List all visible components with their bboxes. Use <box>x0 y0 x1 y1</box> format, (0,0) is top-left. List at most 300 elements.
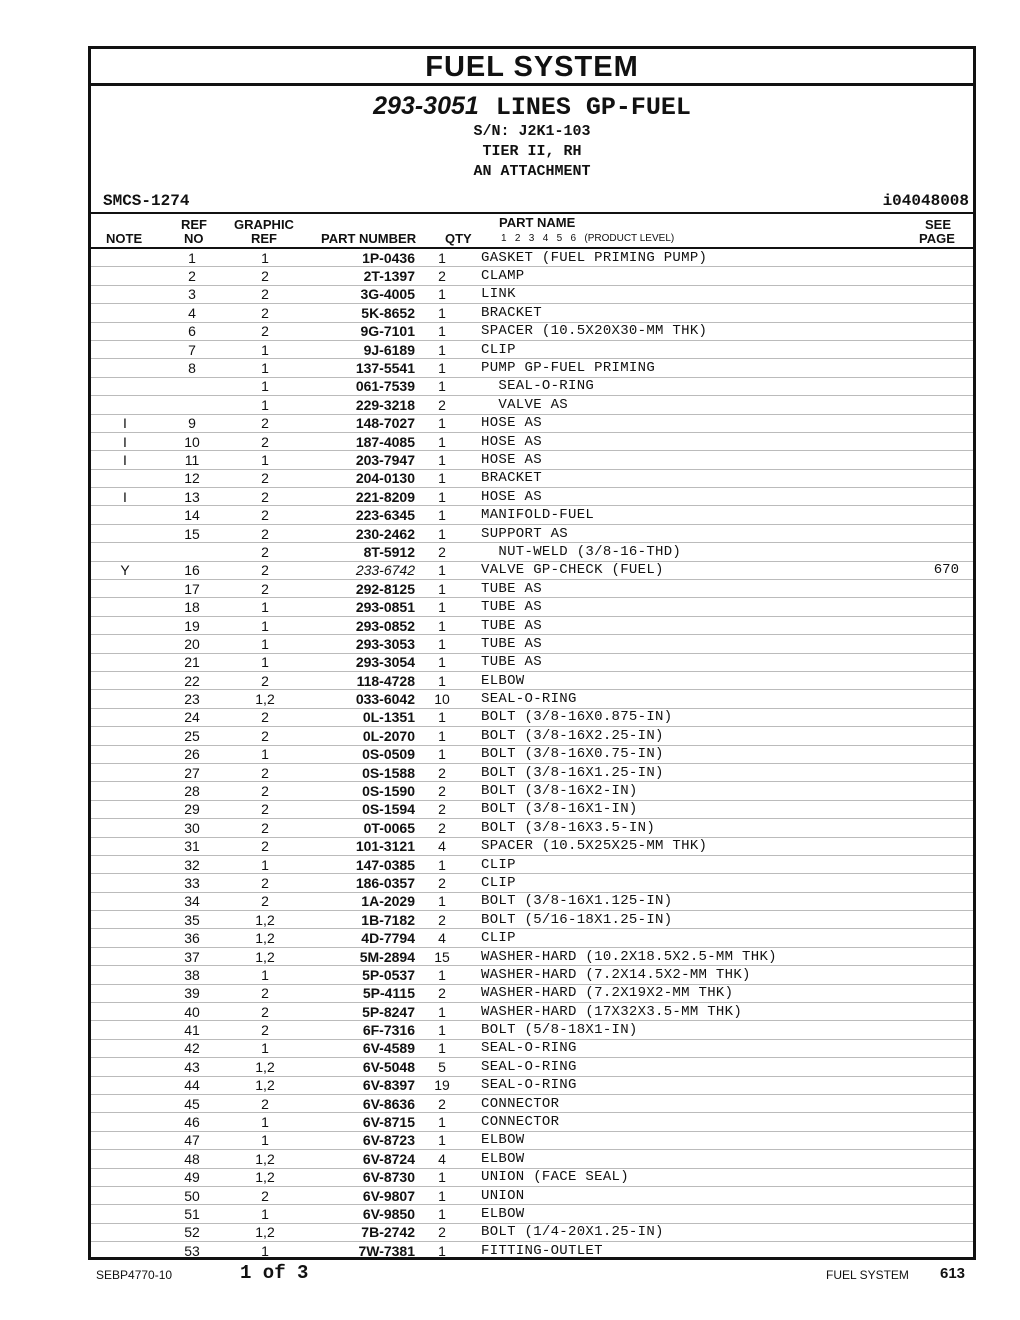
table-row <box>91 304 973 322</box>
see-page-cell: 670 <box>859 561 973 579</box>
part-name-cell: ELBOW <box>467 671 859 689</box>
note-cell <box>91 524 159 542</box>
note-cell <box>91 855 159 873</box>
part-number-cell: 4D-7794 <box>305 929 417 947</box>
ref-no-cell: 30 <box>159 819 225 837</box>
ref-no-cell: 13 <box>159 488 225 506</box>
part-name-cell: TUBE AS <box>467 598 859 616</box>
part-name-cell: WASHER-HARD (7.2X19X2-MM THK) <box>467 984 859 1002</box>
see-page-cell <box>859 800 973 818</box>
table-row <box>91 524 973 542</box>
note-cell <box>91 322 159 340</box>
graphic-ref-cell: 1 <box>225 745 305 763</box>
col-qty: QTY <box>445 231 472 246</box>
table-row <box>91 359 973 377</box>
part-name-cell: BOLT (3/8-16X0.75-IN) <box>467 745 859 763</box>
qty-cell: 1 <box>417 1205 467 1223</box>
see-page-cell <box>859 653 973 671</box>
ref-no-cell: 27 <box>159 763 225 781</box>
note-cell <box>91 653 159 671</box>
qty-cell: 1 <box>438 1242 446 1259</box>
ref-no-cell: 47 <box>159 1131 225 1149</box>
note-cell <box>91 837 159 855</box>
note-cell <box>91 543 159 561</box>
part-number-cell: 9G-7101 <box>305 322 417 340</box>
ref-no-cell: 29 <box>159 800 225 818</box>
part-number-cell: 0S-1588 <box>305 763 417 781</box>
part-name-cell: HOSE AS <box>467 488 859 506</box>
graphic-ref-cell: 2 <box>225 322 305 340</box>
part-name-cell: BOLT (3/8-16X1-IN) <box>467 800 859 818</box>
note-cell <box>91 892 159 910</box>
see-page-cell <box>859 340 973 358</box>
part-number-cell: 7W-7381 <box>358 1242 415 1259</box>
qty-cell: 1 <box>417 671 467 689</box>
qty-cell: 4 <box>417 837 467 855</box>
part-number-cell: 0S-1590 <box>305 782 417 800</box>
see-page-cell <box>859 1131 973 1149</box>
qty-cell: 1 <box>417 580 467 598</box>
ref-no-cell: 22 <box>159 671 225 689</box>
qty-cell: 2 <box>417 543 467 561</box>
note-cell: I <box>91 414 159 432</box>
note-cell <box>91 690 159 708</box>
see-page-cell <box>859 708 973 726</box>
part-name-cell: UNION (FACE SEAL) <box>467 1168 859 1186</box>
graphic-ref-cell: 2 <box>225 580 305 598</box>
qty-cell: 1 <box>417 892 467 910</box>
graphic-ref-cell: 2 <box>225 543 305 561</box>
table-row <box>91 1242 973 1260</box>
see-page-cell <box>859 359 973 377</box>
see-page-cell <box>859 524 973 542</box>
part-name-cell: BOLT (3/8-16X2-IN) <box>467 782 859 800</box>
ref-no-cell: 21 <box>159 653 225 671</box>
section-title: FUEL SYSTEM <box>91 49 973 86</box>
col-part-name: PART NAME <box>499 215 576 230</box>
note-cell <box>91 635 159 653</box>
part-number-cell: 223-6345 <box>305 506 417 524</box>
qty-cell: 19 <box>417 1076 467 1094</box>
part-name-cell: WASHER-HARD (17X32X3.5-MM THK) <box>467 1003 859 1021</box>
part-name-cell: SEAL-O-RING <box>467 1076 859 1094</box>
part-number-cell: 6V-9807 <box>305 1186 417 1204</box>
table-row <box>91 782 973 800</box>
graphic-ref-cell: 1,2 <box>225 1168 305 1186</box>
note-cell: I <box>91 432 159 450</box>
qty-cell: 2 <box>417 819 467 837</box>
ref-no-cell: 1 <box>159 249 225 267</box>
see-page-cell <box>859 267 973 285</box>
qty-cell: 2 <box>417 1223 467 1241</box>
part-number-cell: 0L-1351 <box>305 708 417 726</box>
part-number-cell: 5P-0537 <box>305 966 417 984</box>
note-cell <box>91 506 159 524</box>
qty-cell: 1 <box>417 745 467 763</box>
part-name-cell: SEAL-O-RING <box>467 1058 859 1076</box>
table-row <box>91 1003 973 1021</box>
part-name-cell: SEAL-O-RING <box>467 377 859 395</box>
parts-table <box>91 249 973 1259</box>
ref-no-cell: 3 <box>159 285 225 303</box>
ref-no-cell <box>159 396 225 414</box>
col-graphic-bottom: REF <box>251 231 277 246</box>
see-page-cell <box>859 285 973 303</box>
note-cell: I <box>91 451 159 469</box>
see-page-cell <box>859 377 973 395</box>
graphic-ref-cell: 1 <box>225 855 305 873</box>
see-page-cell <box>859 1150 973 1168</box>
table-row <box>91 911 973 929</box>
col-graphic-top: GRAPHIC <box>234 217 294 232</box>
graphic-ref-cell: 1,2 <box>225 690 305 708</box>
part-name-cell: BOLT (5/8-18X1-IN) <box>467 1021 859 1039</box>
graphic-ref-cell: 1 <box>225 635 305 653</box>
ref-no-cell: 7 <box>159 340 225 358</box>
part-number-cell: 2T-1397 <box>305 267 417 285</box>
table-row <box>91 966 973 984</box>
qty-cell: 1 <box>417 561 467 579</box>
see-page-cell <box>859 690 973 708</box>
qty-cell: 4 <box>417 1150 467 1168</box>
table-row <box>91 1094 973 1112</box>
part-name-cell: HOSE AS <box>467 451 859 469</box>
note-cell <box>91 249 159 267</box>
qty-cell: 1 <box>417 855 467 873</box>
see-page-cell <box>859 782 973 800</box>
qty-cell: 1 <box>417 1039 467 1057</box>
ref-no-cell: 37 <box>159 947 225 965</box>
ref-no-cell: 46 <box>159 1113 225 1131</box>
table-row <box>91 561 973 579</box>
qty-cell: 1 <box>417 285 467 303</box>
part-number-cell: 186-0357 <box>305 874 417 892</box>
part-name-cell: BOLT (1/4-20X1.25-IN) <box>467 1223 859 1241</box>
ref-no-cell: 8 <box>159 359 225 377</box>
part-name-cell: LINK <box>467 285 859 303</box>
ref-no-cell: 39 <box>159 984 225 1002</box>
part-name-cell: ELBOW <box>467 1150 859 1168</box>
ref-no-cell: 10 <box>159 432 225 450</box>
qty-cell: 2 <box>417 984 467 1002</box>
graphic-ref-cell: 2 <box>225 727 305 745</box>
see-page-cell <box>859 1094 973 1112</box>
note-cell <box>91 819 159 837</box>
see-page-cell <box>859 911 973 929</box>
qty-cell: 1 <box>417 1003 467 1021</box>
page-number: 613 <box>940 1265 966 1282</box>
graphic-ref-cell: 2 <box>225 488 305 506</box>
note-cell <box>91 984 159 1002</box>
table-row <box>91 1113 973 1131</box>
graphic-ref-cell: 1 <box>225 598 305 616</box>
table-row <box>91 451 973 469</box>
group-title <box>91 92 973 122</box>
part-name-cell: VALVE AS <box>467 396 859 414</box>
col-see-top: SEE <box>925 217 952 232</box>
part-number-cell: 230-2462 <box>305 524 417 542</box>
graphic-ref-cell: 1 <box>225 1113 305 1131</box>
part-number-cell: 1A-2029 <box>305 892 417 910</box>
ref-no-cell: 50 <box>159 1186 225 1204</box>
graphic-ref-cell: 2 <box>225 1003 305 1021</box>
part-number-cell: 5M-2894 <box>305 947 417 965</box>
see-page-cell <box>859 1058 973 1076</box>
see-page-cell <box>859 1076 973 1094</box>
see-page-cell <box>859 1223 973 1241</box>
table-row <box>91 322 973 340</box>
part-number-cell: 221-8209 <box>305 488 417 506</box>
see-page-cell <box>859 543 973 561</box>
graphic-ref-cell: 2 <box>225 267 305 285</box>
ref-no-cell: 53 <box>184 1242 200 1259</box>
note-cell <box>91 1205 159 1223</box>
qty-cell: 1 <box>417 414 467 432</box>
part-number-cell: 292-8125 <box>305 580 417 598</box>
part-number-cell: 187-4085 <box>305 432 417 450</box>
part-number-cell: 293-3054 <box>305 653 417 671</box>
part-number-cell: 9J-6189 <box>305 340 417 358</box>
ref-no-cell: 12 <box>159 469 225 487</box>
table-row <box>91 874 973 892</box>
ref-no-cell: 45 <box>159 1094 225 1112</box>
part-number-cell: 229-3218 <box>305 396 417 414</box>
note-cell <box>91 671 159 689</box>
ref-no-cell: 14 <box>159 506 225 524</box>
see-page-cell <box>859 892 973 910</box>
ref-no-cell: 11 <box>159 451 225 469</box>
ref-no-cell: 31 <box>159 837 225 855</box>
ref-no-cell: 43 <box>159 1058 225 1076</box>
part-name-cell: GASKET (FUEL PRIMING PUMP) <box>467 249 859 267</box>
part-number-cell: 061-7539 <box>305 377 417 395</box>
qty-cell: 1 <box>417 966 467 984</box>
ref-no-cell: 18 <box>159 598 225 616</box>
qty-cell: 1 <box>417 359 467 377</box>
graphic-ref-cell: 2 <box>225 763 305 781</box>
part-number-cell: 1B-7182 <box>305 911 417 929</box>
see-page-cell <box>859 1242 973 1260</box>
table-row <box>91 855 973 873</box>
graphic-ref-cell: 2 <box>225 285 305 303</box>
graphic-ref-cell: 2 <box>225 819 305 837</box>
table-row <box>91 543 973 561</box>
graphic-ref-cell: 1 <box>225 396 305 414</box>
qty-cell: 1 <box>417 1131 467 1149</box>
qty-cell: 1 <box>417 304 467 322</box>
note-cell <box>91 359 159 377</box>
table-header <box>91 212 973 249</box>
part-name-cell: BOLT (3/8-16X1.25-IN) <box>467 763 859 781</box>
part-number-cell: 118-4728 <box>305 671 417 689</box>
qty-cell: 1 <box>417 377 467 395</box>
note-cell <box>91 1131 159 1149</box>
part-name-cell: CLIP <box>467 340 859 358</box>
part-number-cell: 293-3053 <box>305 635 417 653</box>
part-number-cell: 1P-0436 <box>305 249 417 267</box>
ref-no-cell: 35 <box>159 911 225 929</box>
note-cell <box>91 1076 159 1094</box>
see-page-cell <box>859 966 973 984</box>
qty-cell: 1 <box>417 727 467 745</box>
graphic-ref-cell: 2 <box>225 1094 305 1112</box>
note-cell <box>91 1039 159 1057</box>
part-number-cell: 6V-8715 <box>305 1113 417 1131</box>
note-cell <box>91 1021 159 1039</box>
part-name-cell: SEAL-O-RING <box>467 1039 859 1057</box>
qty-cell: 1 <box>417 653 467 671</box>
table-row <box>91 984 973 1002</box>
graphic-ref-cell: 2 <box>225 561 305 579</box>
see-page-cell <box>859 763 973 781</box>
group-part-number: 293-3051 <box>373 92 479 120</box>
ref-no-cell: 6 <box>159 322 225 340</box>
part-number-cell: 5P-8247 <box>305 1003 417 1021</box>
table-row <box>91 819 973 837</box>
table-row <box>91 727 973 745</box>
table-row <box>91 1168 973 1186</box>
qty-cell: 1 <box>417 524 467 542</box>
see-page-cell <box>859 947 973 965</box>
part-number-cell: 7B-2742 <box>305 1223 417 1241</box>
table-row <box>91 1021 973 1039</box>
note-cell <box>91 1150 159 1168</box>
qty-cell: 1 <box>417 1021 467 1039</box>
ref-no-cell: 2 <box>159 267 225 285</box>
part-name-cell: TUBE AS <box>467 635 859 653</box>
part-number-cell: 101-3121 <box>305 837 417 855</box>
see-page-cell <box>859 1168 973 1186</box>
note-cell <box>91 616 159 634</box>
ref-no-cell: 24 <box>159 708 225 726</box>
ref-no-cell: 41 <box>159 1021 225 1039</box>
table-row <box>91 267 973 285</box>
see-page-cell <box>859 635 973 653</box>
part-name-cell: BRACKET <box>467 469 859 487</box>
part-number-cell: 0S-1594 <box>305 800 417 818</box>
see-page-cell <box>859 1021 973 1039</box>
graphic-ref-cell: 2 <box>225 782 305 800</box>
note-cell <box>91 1186 159 1204</box>
qty-cell: 2 <box>417 267 467 285</box>
ref-no-cell: 28 <box>159 782 225 800</box>
table-row <box>91 506 973 524</box>
part-name-cell: FITTING-OUTLET <box>481 1242 603 1259</box>
part-number-cell: 5P-4115 <box>305 984 417 1002</box>
table-row <box>91 396 973 414</box>
note-cell <box>91 598 159 616</box>
table-row <box>91 1186 973 1204</box>
see-page-cell <box>859 874 973 892</box>
part-name-cell: BRACKET <box>467 304 859 322</box>
ref-no-cell: 52 <box>159 1223 225 1241</box>
qty-cell: 1 <box>417 249 467 267</box>
part-name-cell: ELBOW <box>467 1131 859 1149</box>
qty-cell: 2 <box>417 763 467 781</box>
qty-cell: 2 <box>417 396 467 414</box>
see-page-cell <box>859 506 973 524</box>
ref-no-cell: 34 <box>159 892 225 910</box>
table-row <box>91 285 973 303</box>
graphic-ref-cell: 2 <box>225 874 305 892</box>
tier-line: TIER II, RH <box>482 143 582 160</box>
part-number-cell: 293-0852 <box>305 616 417 634</box>
see-page-cell <box>859 322 973 340</box>
see-page-cell <box>859 469 973 487</box>
qty-cell: 1 <box>417 1186 467 1204</box>
note-cell <box>91 947 159 965</box>
see-page-cell <box>859 488 973 506</box>
part-number-cell: 203-7947 <box>305 451 417 469</box>
ref-no-cell: 15 <box>159 524 225 542</box>
part-name-cell: CLIP <box>467 929 859 947</box>
qty-cell: 15 <box>417 947 467 965</box>
qty-cell: 1 <box>417 432 467 450</box>
attachment-line: AN ATTACHMENT <box>473 163 591 180</box>
table-row <box>91 635 973 653</box>
see-page-cell <box>859 819 973 837</box>
part-number-cell: 233-6742 <box>305 561 417 579</box>
part-name-cell: WASHER-HARD (7.2X14.5X2-MM THK) <box>467 966 859 984</box>
qty-cell: 1 <box>417 635 467 653</box>
part-name-cell: BOLT (5/16-18X1.25-IN) <box>467 911 859 929</box>
table-row <box>91 377 973 395</box>
note-cell <box>91 929 159 947</box>
graphic-ref-cell: 1,2 <box>225 1150 305 1168</box>
part-name-cell: SUPPORT AS <box>467 524 859 542</box>
part-name-cell: BOLT (3/8-16X2.25-IN) <box>467 727 859 745</box>
table-row <box>91 653 973 671</box>
graphic-ref-cell: 2 <box>225 1021 305 1039</box>
qty-cell: 1 <box>417 598 467 616</box>
part-number-cell: 6V-8730 <box>305 1168 417 1186</box>
graphic-ref-cell: 2 <box>225 469 305 487</box>
see-page-cell <box>859 451 973 469</box>
graphic-ref-cell: 1,2 <box>225 1223 305 1241</box>
part-name-cell: SPACER (10.5X25X25-MM THK) <box>467 837 859 855</box>
part-name-cell: BOLT (3/8-16X0.875-IN) <box>467 708 859 726</box>
part-name-cell: BOLT (3/8-16X1.125-IN) <box>467 892 859 910</box>
part-name-cell: ELBOW <box>467 1205 859 1223</box>
note-cell <box>91 285 159 303</box>
table-row <box>91 1150 973 1168</box>
ref-no-cell <box>159 377 225 395</box>
part-name-cell: HOSE AS <box>467 432 859 450</box>
graphic-ref-cell: 1 <box>225 1205 305 1223</box>
qty-cell: 2 <box>417 800 467 818</box>
part-number-cell: 0L-2070 <box>305 727 417 745</box>
graphic-ref-cell: 2 <box>225 671 305 689</box>
table-row <box>91 892 973 910</box>
table-row <box>91 1039 973 1057</box>
table-row <box>91 837 973 855</box>
graphic-ref-cell: 1 <box>225 616 305 634</box>
see-page-cell <box>859 1003 973 1021</box>
see-page-cell <box>859 249 973 267</box>
id-row <box>91 190 973 212</box>
ref-no-cell: 36 <box>159 929 225 947</box>
part-number-cell: 293-0851 <box>305 598 417 616</box>
table-row <box>91 598 973 616</box>
graphic-ref-cell: 2 <box>225 800 305 818</box>
note-cell <box>91 396 159 414</box>
part-number-cell: 6V-4589 <box>305 1039 417 1057</box>
see-page-cell <box>859 1113 973 1131</box>
table-row <box>91 690 973 708</box>
ref-no-cell: 16 <box>159 561 225 579</box>
part-name-cell: VALVE GP-CHECK (FUEL) <box>467 561 859 579</box>
see-page-cell <box>859 580 973 598</box>
